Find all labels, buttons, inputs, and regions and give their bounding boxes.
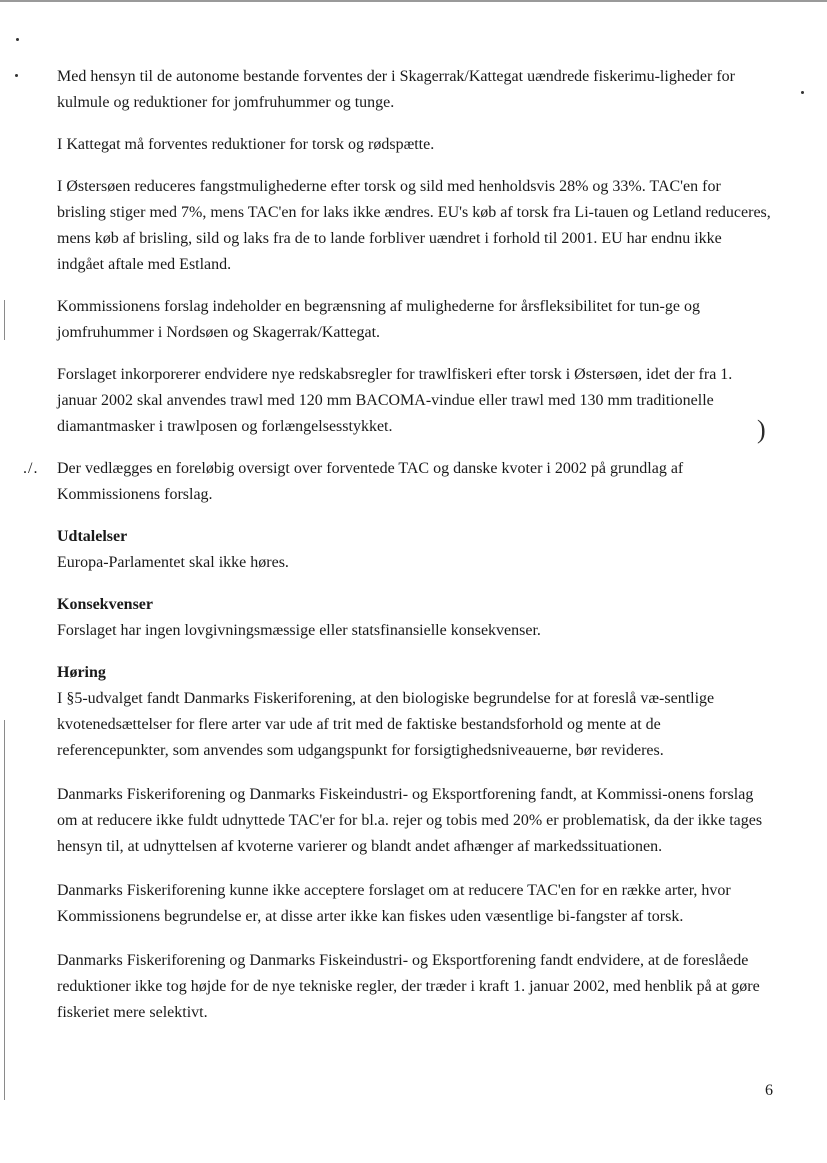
section-heading-horing: Høring (57, 664, 106, 681)
scan-artifact-line (4, 300, 5, 340)
annex-margin-mark: ./. (23, 460, 39, 477)
document-body (23, 64, 772, 1026)
paragraph: I Østersøen reduceres fangstmulighederne efter torsk og sild med henholdsvis 28% og 33%. TAC'en for brisling stiger med 7%, mens TAC'en for laks ikke ændres. EU's køb af torsk fra Li-tauen og Letland reduceres, mens køb af brisling, sild og laks fra de to lande forbliver uændret i forhold til 2001. EU har endnu ikke indgået aftale med Estland. (57, 178, 771, 273)
paragraph: Kommissionens forslag indeholder en begrænsning af mulighederne for årsfleksibilitet for tun-ge og jomfruhummer i Nordsøen og Skagerrak/Kattegat. (57, 298, 700, 341)
paragraph: Europa-Parlamentet skal ikke høres. (57, 554, 289, 571)
paragraph: Danmarks Fiskeriforening og Danmarks Fiskeindustri- og Eksportforening fandt, at Kommissi-onens forslag om at reducere ikke fuldt udnyttede TAC'er for bl.a. rejer og tobis med 20% er problematisk, da der ikke tages hensyn til, at udnyttelsen af kvoterne varierer og blandt andet afhænger af markedssituationen. (57, 786, 763, 855)
margin-bracket-mark: ) (757, 415, 766, 444)
paragraph: Danmarks Fiskeriforening kunne ikke acceptere forslaget om at reducere TAC'en for en række arter, hvor Kommissionens begrundelse er, at disse arter ikke kan fiskes uden væsentlige bi-fangster af torsk. (57, 882, 731, 925)
paragraph: Forslaget inkorporerer endvidere nye redskabsregler for trawlfiskeri efter torsk i Østersøen, idet der fra 1. januar 2002 skal anvendes trawl med 120 mm BACOMA-vindue eller trawl med 130 mm traditionelle diamantmasker i trawlposen og forlængelsesstykket. (57, 366, 733, 435)
scan-speck (16, 38, 19, 41)
paragraph: I §5-udvalget fandt Danmarks Fiskeriforening, at den biologiske begrundelse for at foreslå væ-sentlige kvotenedsættelser for flere arter var ude af trit med de faktiske bestandsforhold og mente at de referencepunkter, som anvendes som udgangspunkt for forsigtighedsniveauerne, bør revideres. (57, 690, 715, 759)
section-heading-konsekvenser: Konsekvenser (57, 596, 153, 613)
paragraph: I Kattegat må forventes reduktioner for torsk og rødspætte. (57, 136, 435, 153)
scan-speck (801, 91, 804, 94)
paragraph: Med hensyn til de autonome bestande forventes der i Skagerrak/Kattegat uændrede fiskerimu-ligheder for kulmule og reduktioner for jomfruhummer og tunge. (57, 68, 735, 111)
page-number: 6 (765, 1082, 773, 1099)
scan-artifact-line (4, 720, 5, 1100)
paragraph: Forslaget har ingen lovgivningsmæssige eller statsfinansielle konsekvenser. (57, 622, 541, 639)
paragraph: Der vedlægges en foreløbig oversigt over forventede TAC og danske kvoter i 2002 på grundlag af Kommissionens forslag. (57, 460, 684, 503)
scan-top-edge (0, 0, 827, 2)
annex-paragraph (23, 456, 772, 508)
scan-speck (15, 74, 18, 77)
paragraph: Danmarks Fiskeriforening og Danmarks Fiskeindustri- og Eksportforening fandt endvidere, at de foreslåede reduktioner ikke tog højde for de nye tekniske regler, der træder i kraft 1. januar 2002, med henblik på at gøre fiskeriet mere selektivt. (57, 952, 760, 1021)
section-heading-udtalelser: Udtalelser (57, 528, 128, 545)
